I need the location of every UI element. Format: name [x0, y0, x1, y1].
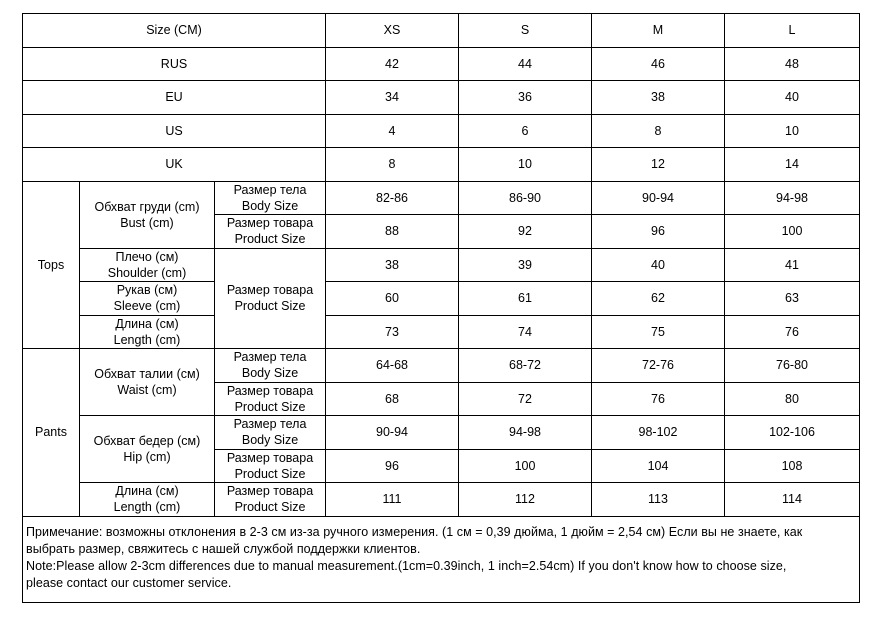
measure-label-ru: Обхват бедер (cм)	[93, 434, 201, 448]
measure-label-ru: Плечо (cм)	[115, 249, 179, 264]
table-cell: 111	[326, 483, 459, 517]
table-cell: 76-80	[725, 349, 860, 383]
table-cell: 104	[592, 449, 725, 483]
table-cell: 100	[725, 215, 860, 249]
table-cell: 108	[725, 449, 860, 483]
body-size-label	[215, 181, 326, 215]
tops-shoulder-row	[23, 248, 860, 282]
table-cell: 96	[592, 215, 725, 249]
standard-label: EU	[23, 81, 326, 115]
table-cell: 76	[725, 315, 860, 349]
table-cell: 8	[592, 114, 725, 148]
table-cell: 63	[725, 282, 860, 316]
table-cell: 42	[326, 47, 459, 81]
table-cell: 34	[326, 81, 459, 115]
type-label-en: Product Size	[234, 466, 306, 481]
body-size-label	[215, 349, 326, 383]
type-label-en: Body Size	[241, 433, 299, 448]
type-label-ru: Размер товара	[226, 383, 314, 398]
pants-length-row	[23, 483, 860, 517]
table-cell: 61	[459, 282, 592, 316]
note-en-line-2: please contact our customer service.	[26, 575, 232, 590]
type-label-en: Product Size	[234, 232, 306, 247]
table-cell: 82-86	[326, 181, 459, 215]
table-cell: 14	[725, 148, 860, 182]
table-cell: 68	[326, 382, 459, 416]
type-label-ru: Размер товара	[226, 216, 314, 231]
note-en-line-1: Note:Please allow 2-3cm differences due to manual measurement.(1cm=0.39inch, 1 inch=2.54cm) If you don't know how to choose size,	[26, 558, 787, 573]
size-header-m: M	[592, 14, 725, 48]
table-cell: 86-90	[459, 181, 592, 215]
tops-bust-body-row	[23, 181, 860, 215]
type-label-ru: Размер товара	[226, 484, 314, 499]
product-size-label	[215, 483, 326, 517]
measure-label-en: Length (cm)	[113, 500, 181, 515]
table-cell: 41	[725, 248, 860, 282]
table-cell: 73	[326, 315, 459, 349]
table-cell: 88	[326, 215, 459, 249]
table-cell: 90-94	[592, 181, 725, 215]
measure-label-en: Bust (cm)	[120, 215, 174, 230]
shoulder-measure-label	[80, 248, 215, 282]
measure-label-en: Sleeve (cm)	[113, 299, 181, 314]
table-cell: 100	[459, 449, 592, 483]
table-cell: 96	[326, 449, 459, 483]
table-cell: 75	[592, 315, 725, 349]
note-row	[23, 516, 860, 602]
standard-row-uk	[23, 148, 860, 182]
type-label-ru: Размер товара	[226, 450, 314, 465]
table-cell: 68-72	[459, 349, 592, 383]
header-row	[23, 14, 860, 48]
table-cell: 90-94	[326, 416, 459, 450]
table-cell: 12	[592, 148, 725, 182]
measure-label-en: Shoulder (cm)	[107, 265, 187, 280]
standard-label: US	[23, 114, 326, 148]
table-cell: 10	[459, 148, 592, 182]
table-cell: 48	[725, 47, 860, 81]
table-cell: 38	[326, 248, 459, 282]
type-label-ru: Размер тела	[233, 182, 307, 197]
standard-label: RUS	[23, 47, 326, 81]
size-header-xs: XS	[326, 14, 459, 48]
table-cell: 36	[459, 81, 592, 115]
table-cell: 98-102	[592, 416, 725, 450]
table-cell: 40	[592, 248, 725, 282]
bust-measure-label	[80, 181, 215, 248]
table-cell: 72-76	[592, 349, 725, 383]
table-cell: 72	[459, 382, 592, 416]
tops-sleeve-row	[23, 282, 860, 316]
size-label-cell: Size (CM)	[23, 14, 326, 48]
table-cell: 112	[459, 483, 592, 517]
length-measure-label	[80, 315, 215, 349]
table-cell: 102-106	[725, 416, 860, 450]
product-size-label	[215, 215, 326, 249]
measure-label-en: Hip (cm)	[123, 450, 171, 464]
note-ru-line-2: выбрать размер, свяжитесь с нашей службой поддержки клиентов.	[26, 541, 421, 556]
standard-label: UK	[23, 148, 326, 182]
table-cell: 44	[459, 47, 592, 81]
type-label-ru: Размер тела	[233, 350, 307, 365]
standard-row-eu	[23, 81, 860, 115]
sleeve-measure-label	[80, 282, 215, 316]
type-label-en: Product Size	[234, 399, 306, 414]
pants-hip-body-row	[23, 416, 860, 450]
table-cell: 60	[326, 282, 459, 316]
tops-category-label: Tops	[23, 181, 80, 349]
measure-label-en: Length (cm)	[113, 332, 181, 347]
product-size-label	[215, 449, 326, 483]
measure-label-ru: Обхват груди (cm)	[94, 199, 200, 214]
measure-label-ru: Длина (cм)	[115, 316, 179, 331]
table-cell: 114	[725, 483, 860, 517]
body-size-label	[215, 416, 326, 450]
pants-waist-body-row	[23, 349, 860, 383]
note-ru-line-1: Примечание: возможны отклонения в 2-3 см из-за ручного измерения. (1 см = 0,39 дюйма, 1 дюйм = 2,54 см) Если вы не знаете, как	[26, 524, 803, 539]
waist-measure-label	[80, 349, 215, 416]
measurement-note	[23, 516, 860, 602]
table-cell: 6	[459, 114, 592, 148]
table-cell: 39	[459, 248, 592, 282]
table-cell: 64-68	[326, 349, 459, 383]
table-cell: 94-98	[725, 181, 860, 215]
measure-label-ru: Рукав (cм)	[116, 283, 178, 298]
table-cell: 38	[592, 81, 725, 115]
product-size-label	[215, 248, 326, 349]
type-label-en: Product Size	[234, 299, 306, 314]
size-header-l: L	[725, 14, 860, 48]
table-cell: 40	[725, 81, 860, 115]
table-cell: 92	[459, 215, 592, 249]
table-cell: 74	[459, 315, 592, 349]
type-label-en: Body Size	[241, 366, 299, 381]
table-cell: 113	[592, 483, 725, 517]
measure-label-ru: Длина (cм)	[115, 484, 179, 499]
type-label-en: Body Size	[241, 198, 299, 213]
size-chart-table	[22, 13, 860, 603]
table-cell: 4	[326, 114, 459, 148]
type-label-ru: Размер тела	[233, 417, 307, 432]
type-label-ru: Размер товара	[226, 283, 314, 298]
size-header-s: S	[459, 14, 592, 48]
table-cell: 76	[592, 382, 725, 416]
type-label-en: Product Size	[234, 500, 306, 515]
tops-length-row	[23, 315, 860, 349]
measure-label-ru: Обхват талии (cм)	[94, 367, 200, 381]
standard-row-rus	[23, 47, 860, 81]
measure-label-en: Waist (cm)	[117, 383, 177, 397]
table-cell: 80	[725, 382, 860, 416]
table-cell: 8	[326, 148, 459, 182]
product-size-label	[215, 382, 326, 416]
table-cell: 94-98	[459, 416, 592, 450]
length-measure-label	[80, 483, 215, 517]
pants-category-label: Pants	[23, 349, 80, 517]
table-cell: 46	[592, 47, 725, 81]
table-cell: 62	[592, 282, 725, 316]
standard-row-us	[23, 114, 860, 148]
table-cell: 10	[725, 114, 860, 148]
hip-measure-label	[80, 416, 215, 483]
